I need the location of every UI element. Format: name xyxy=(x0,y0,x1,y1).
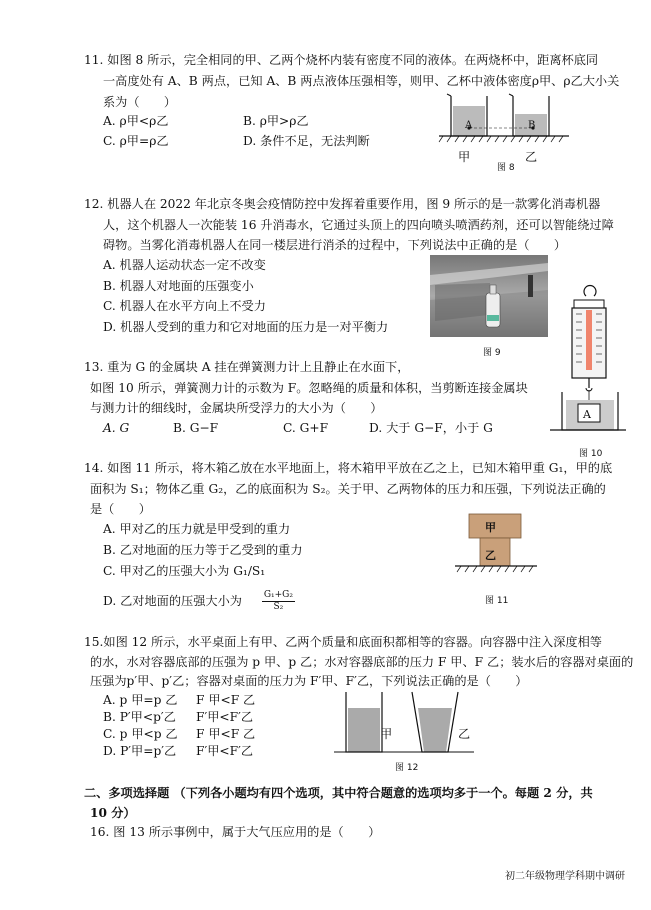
q15-option-a-part2: F 甲<F 乙 xyxy=(196,693,256,707)
q12-option-c: C. 机器人在水平方向上不受力 xyxy=(103,299,266,313)
fig11-top-box-label: 甲 xyxy=(485,521,496,534)
q13-option-d: D. 大于 G−F，小于 G xyxy=(369,421,493,435)
fig12-caption: 图 12 xyxy=(395,763,419,773)
q12-stem-line-2: 人，这个机器人一次能装 16 升消毒水，它通过头顶上的四向喷头喷洒药剂，还可以智能绕过障 xyxy=(103,218,614,232)
q15-option-d-part2: F′甲<F′乙 xyxy=(196,744,254,758)
figure-12-containers xyxy=(334,690,474,756)
q11-option-b: B. ρ甲>ρ乙 xyxy=(243,114,309,128)
q14-option-d-text: D. 乙对地面的压强大小为 xyxy=(103,594,242,608)
q15-stem-line-2: 的水，水对容器底部的压强为 p 甲、p 乙；水对容器底部的压力 F 甲、F 乙；装水后的容器对桌面的 xyxy=(90,655,634,669)
q15-option-b-part1: B. P′甲<p′乙 xyxy=(103,710,176,724)
q11-stem-line-1: 11. 如图 8 所示，完全相同的甲、乙两个烧杯内装有密度不同的液体。在两烧杯中，距离杯底同 xyxy=(84,53,599,67)
fig12-left-label: 甲 xyxy=(380,727,393,741)
q11-option-c: C. ρ甲=ρ乙 xyxy=(103,134,169,148)
q15-stem-line-1: 15.如图 12 所示，水平桌面上有甲、乙两个质量和底面积都相等的容器。向容器中注入深度相等 xyxy=(84,635,602,649)
q14-stem-line-3: 是（ ） xyxy=(90,502,151,516)
q15-option-b-part2: F′甲<F′乙 xyxy=(196,710,254,724)
fig12-right-label: 乙 xyxy=(458,727,471,741)
fig8-point-a-label: A xyxy=(465,120,473,131)
q13-stem-line-2: 如图 10 所示，弹簧测力计的示数为 F。忽略绳的质量和体积，当剪断连接金属块 xyxy=(90,381,528,395)
fig8-caption: 图 8 xyxy=(497,163,515,173)
figure-8-beakers xyxy=(435,92,575,148)
q11-option-d: D. 条件不足，无法判断 xyxy=(243,134,370,148)
fig10-caption: 图 10 xyxy=(579,449,603,459)
q15-option-c-part2: F 甲<F 乙 xyxy=(196,727,256,741)
fig8-left-label: 甲 xyxy=(458,150,471,164)
q12-option-a: A. 机器人运动状态一定不改变 xyxy=(103,258,266,272)
figure-9-robot-photo xyxy=(430,255,548,337)
q15-option-a xyxy=(103,691,178,709)
q15-option-d-part1: D. P′甲=p′乙 xyxy=(103,744,177,758)
fig8-point-b-label: B xyxy=(528,120,536,131)
q15-option-c-part1: C. p 甲<p 乙 xyxy=(103,727,178,741)
fig11-caption: 图 11 xyxy=(485,596,509,606)
q13-option-b: B. G−F xyxy=(173,421,219,435)
q11-stem-line-2: 一高度处有 A、B 两点，已知 A、B 两点液体压强相等，则甲、乙杯中液体密度ρ甲、ρ乙大小关 xyxy=(103,74,620,88)
q12-option-b: B. 机器人对地面的压强变小 xyxy=(103,279,254,293)
q15-option-c xyxy=(103,725,178,743)
q12-stem-line-3: 碍物。当雾化消毒机器人在同一楼层进行消杀的过程中，下列说法中正确的是（ ） xyxy=(103,238,567,252)
page-footer: 初二年级物理学科期中调研 xyxy=(505,871,625,882)
q14-option-a: A. 甲对乙的压力就是甲受到的重力 xyxy=(103,522,291,536)
q14-option-b: B. 乙对地面的压力等于乙受到的重力 xyxy=(103,543,303,557)
q15-option-b xyxy=(103,708,176,726)
fraction-denominator: S₂ xyxy=(273,602,284,612)
q12-stem-line-1: 12. 机器人在 2022 年北京冬奥会疫情防控中发挥着重要作用，图 9 所示的是一款雾化消毒机器 xyxy=(84,197,601,211)
q15-option-a-part1: A. p 甲=p 乙 xyxy=(103,693,178,707)
q15-option-d xyxy=(103,742,176,760)
figure-11-stacked-boxes xyxy=(455,512,537,580)
q13-option-a: A. G xyxy=(103,421,130,435)
q14-option-d-fraction xyxy=(262,590,295,613)
q13-option-c: C. G+F xyxy=(283,421,329,435)
fig11-bottom-box-label: 乙 xyxy=(485,549,496,562)
q11-option-a: A. ρ甲<ρ乙 xyxy=(103,114,169,128)
q15-stem-line-3: 压强为p′甲、p′乙；容器对桌面的压力为 F′甲、F′乙，下列说法正确的是（ ） xyxy=(90,674,528,688)
q14-stem-line-2: 面积为 S₁；物体乙重 G₂，乙的底面积为 S₂。关于甲、乙两物体的压力和压强，下列说法正确的 xyxy=(90,482,606,496)
fraction-numerator: G₁+G₂ xyxy=(263,590,293,600)
q13-stem-line-3: 与测力计的细线时，金属块所受浮力的大小为（ ） xyxy=(90,401,383,415)
q16-stem: 16. 图 13 所示事例中，属于大气压应用的是（ ） xyxy=(90,825,381,839)
fig10-block-label: A xyxy=(583,408,591,421)
fig9-caption: 图 9 xyxy=(483,348,501,358)
q14-option-d xyxy=(103,590,295,613)
fig8-right-label: 乙 xyxy=(525,150,538,164)
section2-heading-line-2: 10 分） xyxy=(90,806,136,820)
q14-stem-line-1: 14. 如图 11 所示，将木箱乙放在水平地面上，将木箱甲平放在乙之上，已知木箱甲重 G₁，甲的底 xyxy=(84,461,613,475)
q12-option-d: D. 机器人受到的重力和它对地面的压力是一对平衡力 xyxy=(103,320,389,334)
q13-stem-line-1: 13. 重为 G 的金属块 A 挂在弹簧测力计上且静止在水面下， xyxy=(84,360,410,374)
q11-stem-line-3: 系为（ ） xyxy=(103,95,177,109)
section2-heading: 二、多项选择题 （下列各小题均有四个选项，其中符合题意的选项均多于一个。每题 2 分，共 xyxy=(84,786,593,800)
q14-option-c: C. 甲对乙的压强大小为 G₁/S₁ xyxy=(103,564,266,578)
